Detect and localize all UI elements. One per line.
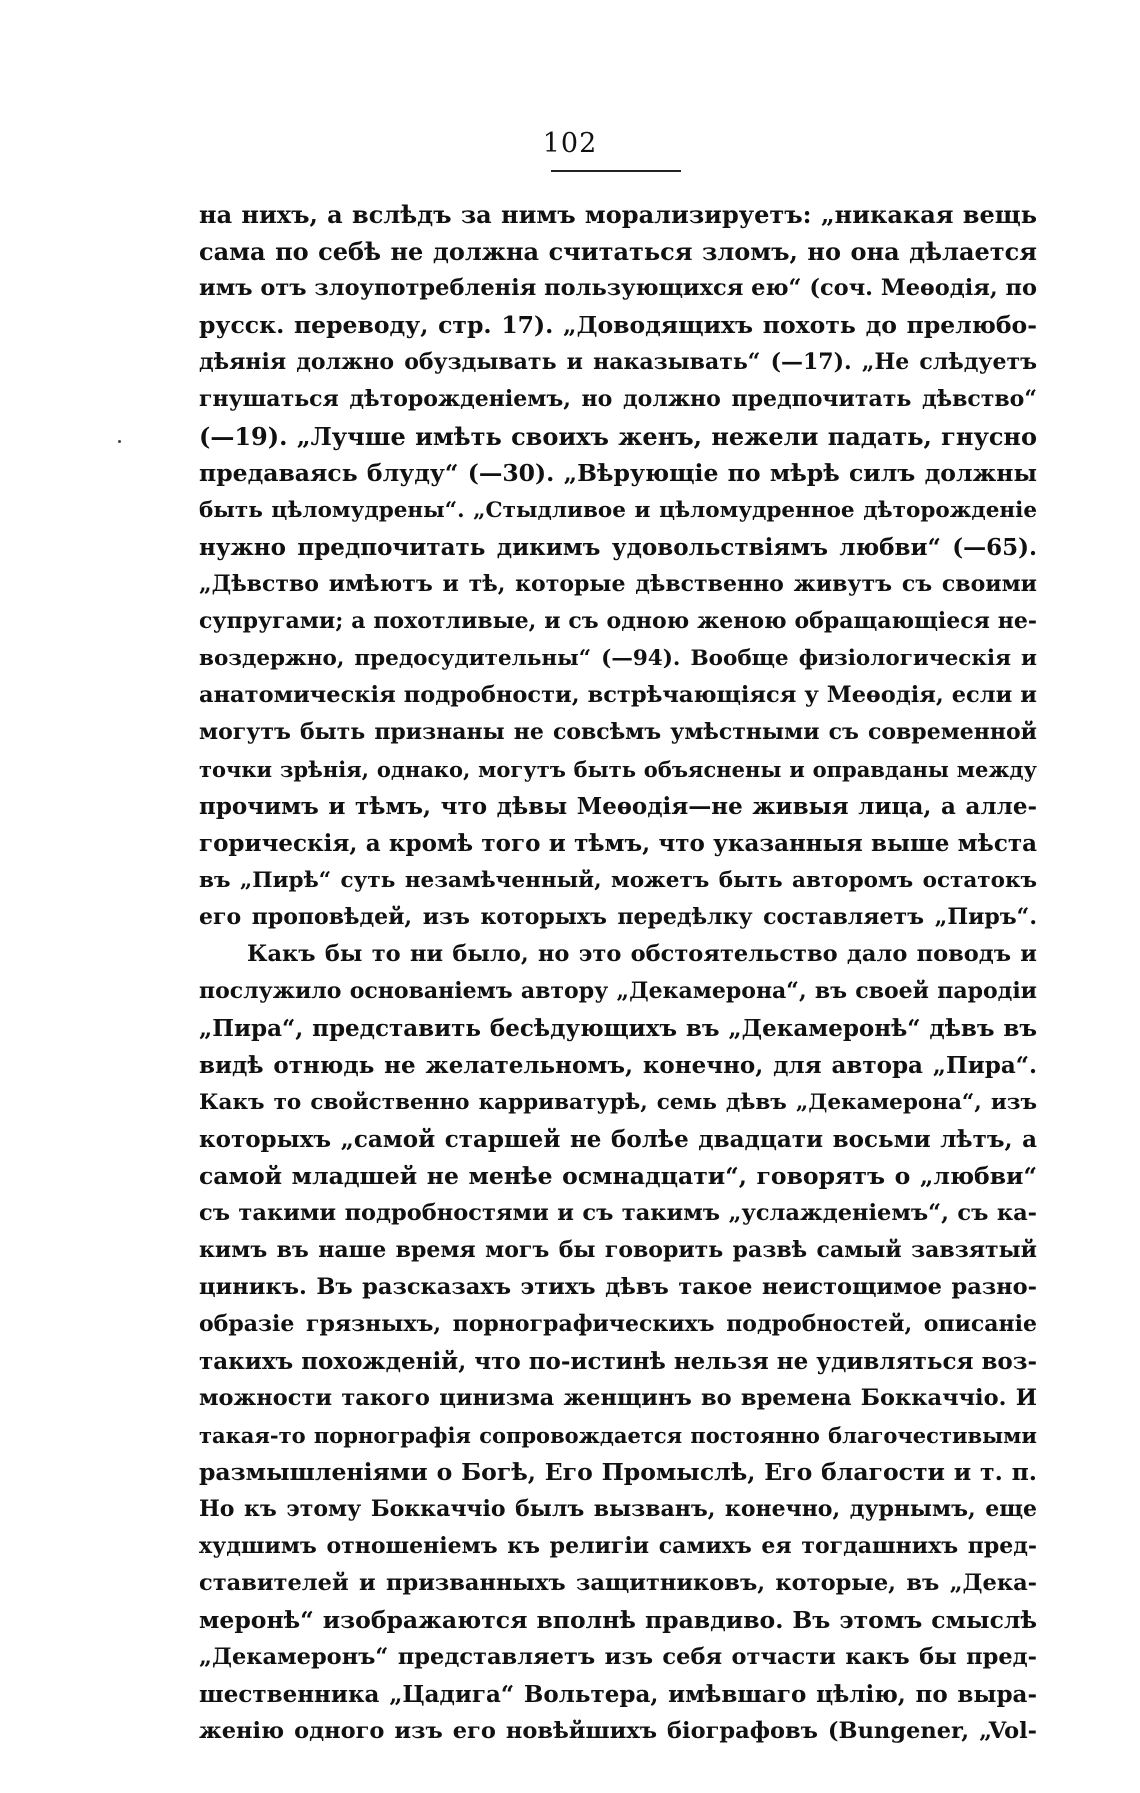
text-line: нужно предпочитать дикимъ удовольствіямъ любви“ (—65). <box>199 534 1037 561</box>
text-line: русск. переводу, стр. 17). „Доводящихъ похоть до прелюбо- <box>199 311 1037 339</box>
text-line: циникъ. Въ разсказахъ этихъ дѣвъ такое неистощимое разно- <box>199 1274 1037 1300</box>
text-line: гнушаться дѣторожденіемъ, но должно предпочитать дѣвство“ <box>199 386 1037 412</box>
text-line: быть цѣломудрены“. „Стыдливое и цѣломудренное дѣторожденіе <box>199 498 1037 523</box>
text-line: въ „Пирѣ“ суть незамѣченный, можетъ быть авторомъ остатокъ <box>199 868 1037 893</box>
text-line: такая-то порнографія сопровождается постоянно благочестивыми <box>199 1423 1037 1448</box>
text-line: воздержно, предосудительны“ (—94). Вообще физіологическія и <box>199 646 1037 671</box>
text-line: прочимъ и тѣмъ, что дѣвы Меѳодія—не живыя лица, а алле- <box>199 793 1037 820</box>
text-line: (—19). „Лучше имѣть своихъ женъ, нежели падать, гнусно <box>199 422 1037 451</box>
text-line: ставителей и призванныхъ защитниковъ, которые, въ „Дека- <box>199 1570 1037 1596</box>
text-line: „Пира“, представить бесѣдующихъ въ „Декамеронѣ“ дѣвъ въ <box>199 1015 1037 1042</box>
text-line: видѣ отнюдь не желательномъ, конечно, для автора „Пира“. <box>199 1052 1037 1079</box>
text-line: образіе грязныхъ, порнографическихъ подробностей, описаніе <box>199 1311 1037 1337</box>
text-line: горическія, а кромѣ того и тѣмъ, что указанныя выше мѣста <box>199 830 1037 857</box>
text-block <box>199 196 1037 1750</box>
text-line: самой младшей не менѣе осмнадцати“, говорятъ о „любви“ <box>199 1162 1037 1190</box>
text-line: кимъ въ наше время могъ бы говорить развѣ самый завзятый <box>199 1237 1037 1263</box>
text-line: Какъ то свойственно карриватурѣ, семь дѣвъ „Декамерона“, изъ <box>199 1090 1037 1115</box>
text-line: „Дѣвство имѣютъ и тѣ, которые дѣвственно живутъ съ своими <box>199 571 1037 597</box>
text-line: меронѣ“ изображаются вполнѣ правдиво. Въ этомъ смыслѣ <box>199 1606 1037 1634</box>
text-line: можности такого цинизма женщинъ во времена Боккаччіо. И <box>199 1385 1037 1411</box>
text-line: предаваясь блуду“ (—30). „Вѣрующіе по мѣрѣ силъ должны <box>199 459 1037 487</box>
text-line: которыхъ „самой старшей не болѣе двадцати восьми лѣтъ, а <box>199 1126 1037 1153</box>
margin-dot <box>118 440 121 443</box>
text-line: могутъ быть признаны не совсѣмъ умѣстными съ современной <box>199 719 1037 745</box>
text-line: размышленіями о Богѣ, Его Промыслѣ, Его благости и т. п. <box>199 1458 1037 1486</box>
page-number-rule <box>551 170 681 172</box>
text-line: на нихъ, а вслѣдъ за нимъ морализируетъ: „никакая вещь <box>199 200 1037 229</box>
text-line: „Декамеронъ“ представляетъ изъ себя отчасти какъ бы пред- <box>199 1644 1037 1670</box>
text-line: анатомическія подробности, встрѣчающіяся у Меѳодія, если и <box>199 682 1037 708</box>
text-line: женію одного изъ его новѣйшихъ біографовъ (Bungener, „Vol- <box>199 1718 1037 1744</box>
text-line: Но къ этому Боккаччіо былъ вызванъ, конечно, дурнымъ, еще <box>199 1496 1037 1522</box>
text-line: дѣянія должно обуздывать и наказывать“ (—17). „Не слѣдуетъ <box>199 349 1037 375</box>
text-line: его проповѣдей, изъ которыхъ передѣлку составляетъ „Пиръ“. <box>199 904 1037 930</box>
text-line: худшимъ отношеніемъ къ религіи самихъ ея тогдашнихъ пред- <box>199 1533 1037 1559</box>
text-line: съ такими подробностями и съ такимъ „услажденіемъ“, съ ка- <box>199 1200 1037 1226</box>
page-number: 102 <box>542 128 598 159</box>
text-line: точки зрѣнія, однако, могутъ быть объяснены и оправданы между <box>199 757 1037 782</box>
text-line: супругами; а похотливые, и съ одною женою обращающіеся не- <box>199 608 1037 634</box>
text-line: послужило основаніемъ автору „Декамерона“, въ своей пародіи <box>199 978 1037 1004</box>
text-line: шественника „Цадига“ Вольтера, имѣвшаго цѣлію, по выра- <box>199 1681 1037 1708</box>
text-line: сама по себѣ не должна считаться зломъ, но она дѣлается <box>199 237 1037 266</box>
text-line: такихъ похожденій, что по-истинѣ нельзя не удивляться воз- <box>199 1348 1037 1375</box>
text-line: Какъ бы то ни было, но это обстоятельство дало поводъ и <box>247 941 1037 967</box>
text-line: имъ отъ злоупотребленія пользующихся ею“ (соч. Меѳодія, по <box>199 275 1037 301</box>
